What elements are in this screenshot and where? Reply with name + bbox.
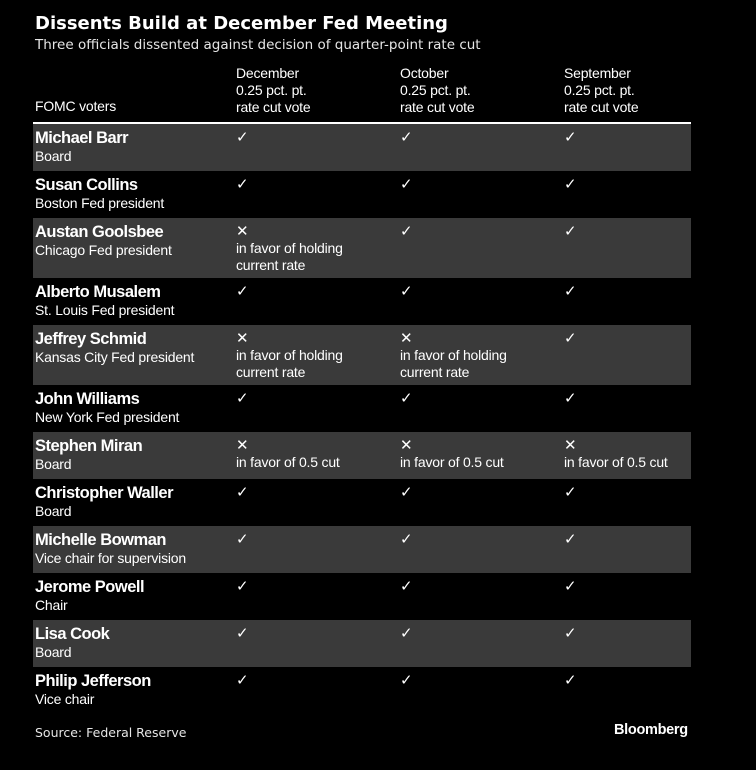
checkmark-icon: ✓	[564, 390, 577, 407]
checkmark-icon: ✓	[564, 330, 577, 347]
checkmark-icon: ✓	[236, 129, 249, 146]
table-row	[33, 526, 691, 573]
vote-cell	[564, 283, 576, 300]
vote-cell	[236, 437, 376, 471]
column-header-october	[400, 65, 474, 116]
checkmark-icon: ✓	[564, 176, 577, 193]
vote-cell	[564, 531, 576, 548]
checkmark-icon: ✓	[564, 223, 577, 240]
checkmark-icon: ✓	[564, 578, 577, 595]
chart-title: Dissents Build at December Fed Meeting	[35, 13, 448, 34]
cross-icon: ✕	[400, 437, 413, 454]
vote-cell	[236, 531, 248, 548]
vote-cell	[236, 390, 248, 407]
vote-cell	[564, 129, 576, 146]
voter-role: Board	[35, 503, 72, 519]
vote-cell	[564, 176, 576, 193]
checkmark-icon: ✓	[564, 129, 577, 146]
checkmark-icon: ✓	[400, 484, 413, 501]
table-row	[33, 479, 691, 526]
checkmark-icon: ✓	[400, 531, 413, 548]
checkmark-icon: ✓	[400, 283, 413, 300]
voter-name: Alberto Musalem	[35, 283, 161, 301]
dissent-note: in favor of holding current rate	[236, 347, 343, 380]
column-header-line: 0.25 pct. pt.	[236, 82, 307, 98]
table-row	[33, 218, 691, 278]
vote-cell	[564, 625, 576, 642]
checkmark-icon: ✓	[400, 625, 413, 642]
checkmark-icon: ✓	[564, 283, 577, 300]
vote-cell	[400, 390, 412, 407]
checkmark-icon: ✓	[400, 578, 413, 595]
voter-name: Austan Goolsbee	[35, 223, 164, 241]
cross-icon: ✕	[400, 330, 413, 347]
vote-cell	[400, 484, 412, 501]
vote-cell	[236, 578, 248, 595]
vote-cell	[564, 437, 704, 471]
vote-cell	[236, 283, 248, 300]
vote-cell	[236, 330, 376, 381]
voter-role: New York Fed president	[35, 409, 180, 425]
vote-cell	[400, 176, 412, 193]
voter-name: Christopher Waller	[35, 484, 173, 502]
checkmark-icon: ✓	[400, 672, 413, 689]
vote-cell	[236, 223, 376, 274]
voter-role: Vice chair	[35, 691, 95, 707]
voter-role: Kansas City Fed president	[35, 349, 195, 365]
column-header-line: October	[400, 65, 449, 81]
column-header-line: rate cut vote	[400, 99, 475, 115]
table-row	[33, 620, 691, 667]
cross-icon: ✕	[236, 437, 249, 454]
voter-name: Stephen Miran	[35, 437, 143, 455]
dissent-note: in favor of 0.5 cut	[400, 454, 504, 470]
checkmark-icon: ✓	[400, 129, 413, 146]
cross-icon: ✕	[236, 330, 249, 347]
vote-cell	[400, 283, 412, 300]
table-row	[33, 124, 691, 171]
checkmark-icon: ✓	[400, 176, 413, 193]
voter-role: Chicago Fed president	[35, 242, 172, 258]
voter-name: Jerome Powell	[35, 578, 145, 596]
table-row	[33, 432, 691, 479]
vote-cell	[564, 484, 576, 501]
checkmark-icon: ✓	[236, 531, 249, 548]
voter-role: Chair	[35, 597, 68, 613]
vote-cell	[236, 484, 248, 501]
voter-role: Vice chair for supervision	[35, 550, 186, 566]
checkmark-icon: ✓	[564, 672, 577, 689]
table-row	[33, 278, 691, 325]
checkmark-icon: ✓	[400, 223, 413, 240]
vote-cell	[564, 330, 576, 347]
column-header-line: September	[564, 65, 631, 81]
vote-cell	[400, 437, 540, 471]
checkmark-icon: ✓	[236, 578, 249, 595]
vote-cell	[236, 129, 248, 146]
column-header-line: 0.25 pct. pt.	[400, 82, 471, 98]
vote-cell	[400, 578, 412, 595]
column-header-line: rate cut vote	[564, 99, 639, 115]
table-row	[33, 171, 691, 218]
cross-icon: ✕	[564, 437, 577, 454]
checkmark-icon: ✓	[564, 531, 577, 548]
dissent-note: in favor of holding current rate	[400, 347, 507, 380]
vote-cell	[400, 129, 412, 146]
vote-cell	[400, 330, 540, 381]
dissent-note: in favor of 0.5 cut	[236, 454, 340, 470]
row-header-voters: FOMC voters	[35, 98, 117, 114]
cross-icon: ✕	[236, 223, 249, 240]
vote-cell	[400, 531, 412, 548]
source-note: Source: Federal Reserve	[35, 725, 187, 740]
vote-cell	[400, 223, 412, 240]
checkmark-icon: ✓	[236, 176, 249, 193]
checkmark-icon: ✓	[236, 484, 249, 501]
dissent-note: in favor of holding current rate	[236, 240, 343, 273]
checkmark-icon: ✓	[400, 390, 413, 407]
chart-subtitle: Three officials dissented against decision of quarter-point rate cut	[35, 37, 481, 53]
voter-name: Jeffrey Schmid	[35, 330, 147, 348]
vote-cell	[400, 672, 412, 689]
checkmark-icon: ✓	[564, 625, 577, 642]
checkmark-icon: ✓	[236, 390, 249, 407]
vote-cell	[564, 672, 576, 689]
voter-name: John Williams	[35, 390, 140, 408]
column-header-september	[564, 65, 638, 116]
table-row	[33, 573, 691, 620]
column-header-line: 0.25 pct. pt.	[564, 82, 635, 98]
vote-cell	[564, 578, 576, 595]
voter-role: Board	[35, 644, 72, 660]
voter-role: Boston Fed president	[35, 195, 165, 211]
vote-cell	[236, 625, 248, 642]
voter-name: Michelle Bowman	[35, 531, 166, 549]
voter-name: Susan Collins	[35, 176, 138, 194]
table-row	[33, 385, 691, 432]
column-header-december	[236, 65, 310, 116]
vote-cell	[400, 625, 412, 642]
voter-name: Philip Jefferson	[35, 672, 151, 690]
bloomberg-logo: Bloomberg	[614, 722, 688, 738]
voter-role: St. Louis Fed president	[35, 302, 175, 318]
voter-role: Board	[35, 148, 72, 164]
vote-cell	[564, 390, 576, 407]
vote-cell	[236, 176, 248, 193]
vote-cell	[564, 223, 576, 240]
checkmark-icon: ✓	[236, 672, 249, 689]
dissent-note: in favor of 0.5 cut	[564, 454, 668, 470]
voter-name: Michael Barr	[35, 129, 129, 147]
voter-role: Board	[35, 456, 72, 472]
checkmark-icon: ✓	[236, 283, 249, 300]
column-header-line: December	[236, 65, 299, 81]
table-row	[33, 667, 691, 714]
checkmark-icon: ✓	[236, 625, 249, 642]
table-row	[33, 325, 691, 385]
vote-cell	[236, 672, 248, 689]
checkmark-icon: ✓	[564, 484, 577, 501]
column-header-line: rate cut vote	[236, 99, 311, 115]
voter-name: Lisa Cook	[35, 625, 110, 643]
